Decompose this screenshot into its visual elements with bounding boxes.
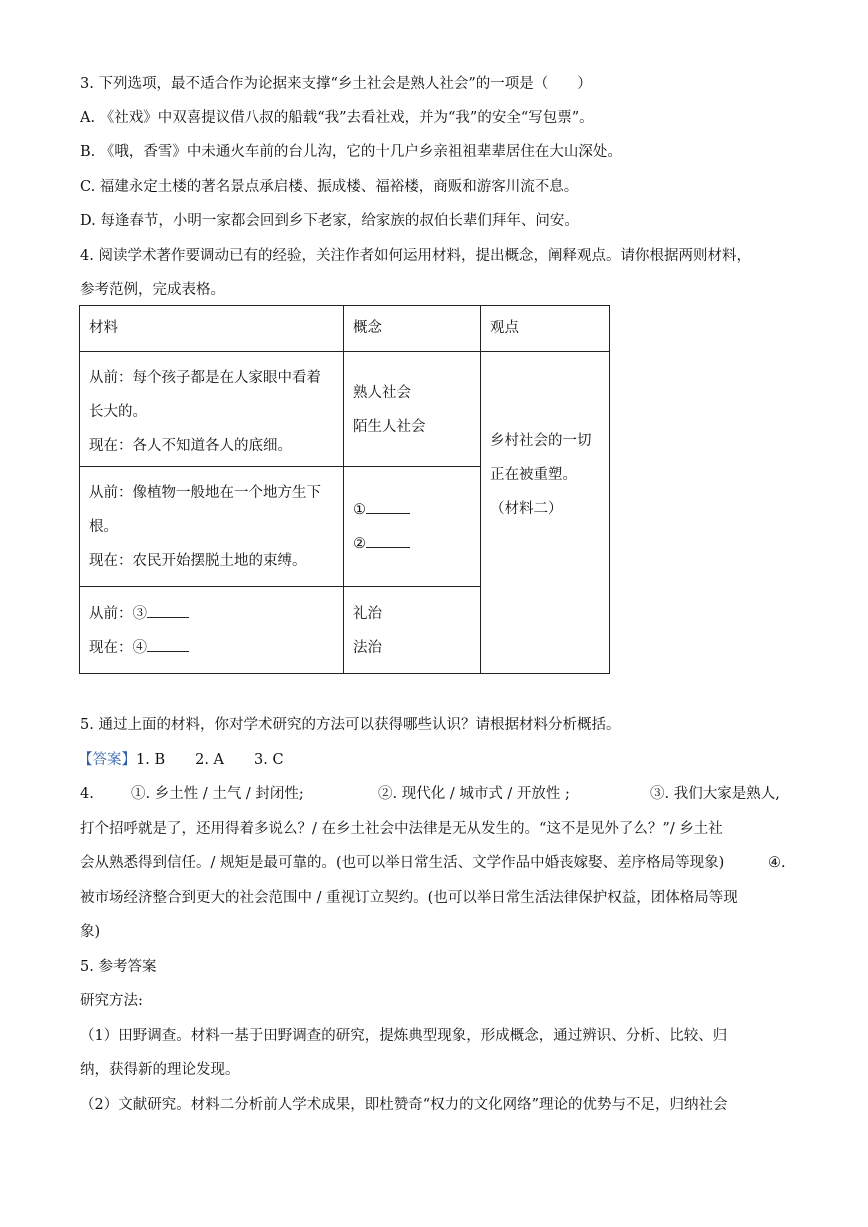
table-header-row: [80, 306, 610, 352]
answer-choice: 3. C: [254, 752, 284, 768]
material-text: 从前：像植物一般地在一个地方生下: [89, 485, 321, 501]
q3-option-b: B. 《哦，香雪》中未通火车前的台儿沟，它的十几户乡亲祖祖辈辈居住在大山深处。: [80, 144, 622, 160]
q4-answer-part1: ①. 乡土性 / 土气 / 封闭性;: [131, 786, 304, 802]
q4-answer-part4: ④.: [768, 855, 786, 871]
material-text: 现在：农民开始摆脱土地的束缚。: [89, 553, 307, 569]
q5-answer-p2-line1: （2）文献研究。材料二分析前人学术成果，即杜赞奇“权力的文化网络”理论的优势与不足，归纳社会: [80, 1097, 728, 1113]
q5-answer-subtitle: 研究方法:: [80, 993, 143, 1009]
q5-answer-p1-line1: （1）田野调查。材料一基于田野调查的研究，提炼典型现象，形成概念，通过辨识、分析、比较、归: [80, 1028, 728, 1044]
header-material: 材料: [80, 306, 344, 352]
answer-choice: 1. B: [136, 752, 166, 768]
q4-stem-line2: 参考范例，完成表格。: [80, 282, 225, 298]
q4-stem-line1: 4. 阅读学术著作要调动已有的经验，关注作者如何运用材料，提出概念，阐释观点。请你根据两则材料，: [80, 248, 751, 264]
viewpoint-text: （材料二）: [490, 501, 563, 517]
viewpoint-text: 乡村社会的一切: [490, 433, 592, 449]
concept-cell: [344, 352, 481, 467]
header-viewpoint: 观点: [481, 306, 610, 352]
answer-line: [78, 750, 284, 770]
material-cell: [80, 352, 344, 467]
concept-text: 熟人社会: [353, 385, 411, 401]
material-cell: [80, 587, 344, 674]
q4-answer-part3: ③. 我们大家是熟人,: [650, 786, 780, 802]
material-text: 从前：每个孩子都是在人家眼中看着: [89, 370, 321, 386]
material-text: 长大的。: [89, 404, 147, 420]
q3-option-d: D. 每逢春节，小明一家都会回到乡下老家，给家族的叔伯长辈们拜年、问安。: [80, 213, 579, 229]
q3-option-a: A. 《社戏》中双喜提议借八叔的船载“我”去看社戏，并为“我”的安全“写包票”。: [80, 110, 594, 126]
material-cell: [80, 467, 344, 587]
header-concept: 概念: [344, 306, 481, 352]
concept-cell: [344, 467, 481, 587]
concept-text: 法治: [353, 640, 382, 656]
viewpoint-cell: [481, 352, 610, 674]
q5-stem: 5. 通过上面的材料，你对学术研究的方法可以获得哪些认识？请根据材料分析概括。: [80, 717, 621, 733]
q4-answer-part2: ②. 现代化 / 城市式 / 开放性 ;: [378, 786, 570, 802]
blank-1: ①: [353, 493, 471, 527]
viewpoint-text: 正在被重塑。: [490, 467, 577, 483]
q4-answer-num: 4.: [80, 786, 94, 802]
q3-stem: 3. 下列选项，最不适合作为论据来支撑“乡土社会是熟人社会”的一项是（ ）: [80, 76, 592, 92]
q4-answer-line4: 被市场经济整合到更大的社会范围中 / 重视订立契约。(也可以举日常生活法律保护权益，团体格局等现: [80, 890, 738, 906]
q4-answer-line3: 会从熟悉得到信任。/ 规矩是最可靠的。(也可以举日常生活、文学作品中婚丧嫁娶、差序格局等现象): [80, 855, 725, 871]
material-table: [79, 305, 610, 674]
q4-answer-line2: 打个招呼就是了，还用得着多说么？/ 在乡土社会中法律是无从发生的。“这不是见外了么？”/ 乡土社: [80, 821, 723, 837]
concept-text: 陌生人社会: [353, 419, 426, 435]
q4-answer-line5: 象): [80, 924, 101, 940]
concept-cell: [344, 587, 481, 674]
answer-tag: 【答案】: [78, 752, 136, 768]
answer-choice: 2. A: [195, 752, 225, 768]
q5-answer-title: 5. 参考答案: [80, 959, 157, 975]
q3-option-c: C. 福建永定土楼的著名景点承启楼、振成楼、福裕楼，商贩和游客川流不息。: [80, 179, 579, 195]
blank-4: 现在：④: [89, 631, 334, 665]
material-text: 根。: [89, 519, 118, 535]
material-text: 现在：各人不知道各人的底细。: [89, 438, 292, 454]
blank-2: ②: [353, 527, 471, 561]
concept-text: 礼治: [353, 606, 382, 622]
blank-3: 从前：③: [89, 597, 334, 631]
table-row: [80, 352, 610, 467]
q5-answer-p1-line2: 纳，获得新的理论发现。: [80, 1062, 240, 1078]
